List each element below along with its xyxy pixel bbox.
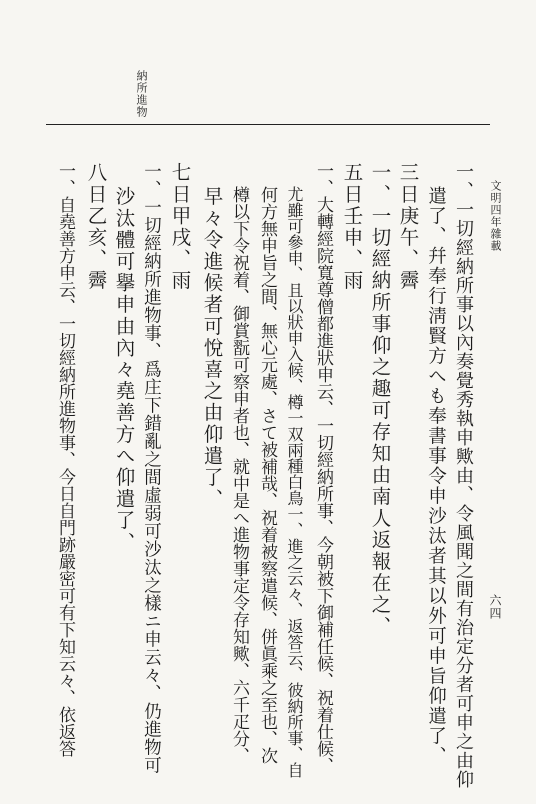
text-column: 七日甲戌、雨 [168,162,192,292]
text-column: 一、大轉經院寬尊僧都進狀申云、一切經納所事、今朝被下御補任候、祝着仕候、 [313,162,333,774]
text-column: 遣了、幷奉行淸賢方へも奉書事令申沙汰者其以外可申旨仰遣了、 [425,186,447,766]
text-column: 尤雖可參申、且以狀申入候、樽一双兩種白鳥一、進之云々、返答云、彼納所事、自 [285,186,304,778]
text-column: 一、一切經納所進物事、爲庄下錯亂之間虛弱可沙汰之樣ニ申云々、仍進物可 [141,162,162,774]
text-column: 一、一切經納所事仰之趣可存知由南人返報在之、 [368,162,392,638]
text-column: 樽以下令祝着、御賞翫可察申者也、就中是へ進物事定令存知歟、六千疋分、 [229,186,249,764]
header-rule [46,124,490,125]
text-column: 何方無申旨之間、無心元處、さて被補哉、祝着被察遣候、併眞乘之至也、次 [257,186,277,764]
running-header-left: 納所進物 [135,70,148,118]
text-column: 一、一切經納所事以內奏覺秀執申歟由、令風聞之間有治定分者可申之由仰 [453,162,474,789]
text-column: 五日壬申、雨 [340,162,364,292]
running-header-right: 文明四年雜載 [489,180,502,252]
text-column: 一、自堯善方申云、一切經納所進物事、今日自門跡嚴密可有下知云々、依返答 [55,162,75,757]
text-column: 八日乙亥、霽 [84,162,108,292]
text-column: 三日庚午、霽 [396,162,420,292]
text-column: 沙汰體可擧申由內々堯善方へ仰遣了、 [112,186,136,554]
page-number: 六四 [488,594,502,620]
text-column: 早々令進候者可悅喜之由仰遣了、 [200,186,224,510]
